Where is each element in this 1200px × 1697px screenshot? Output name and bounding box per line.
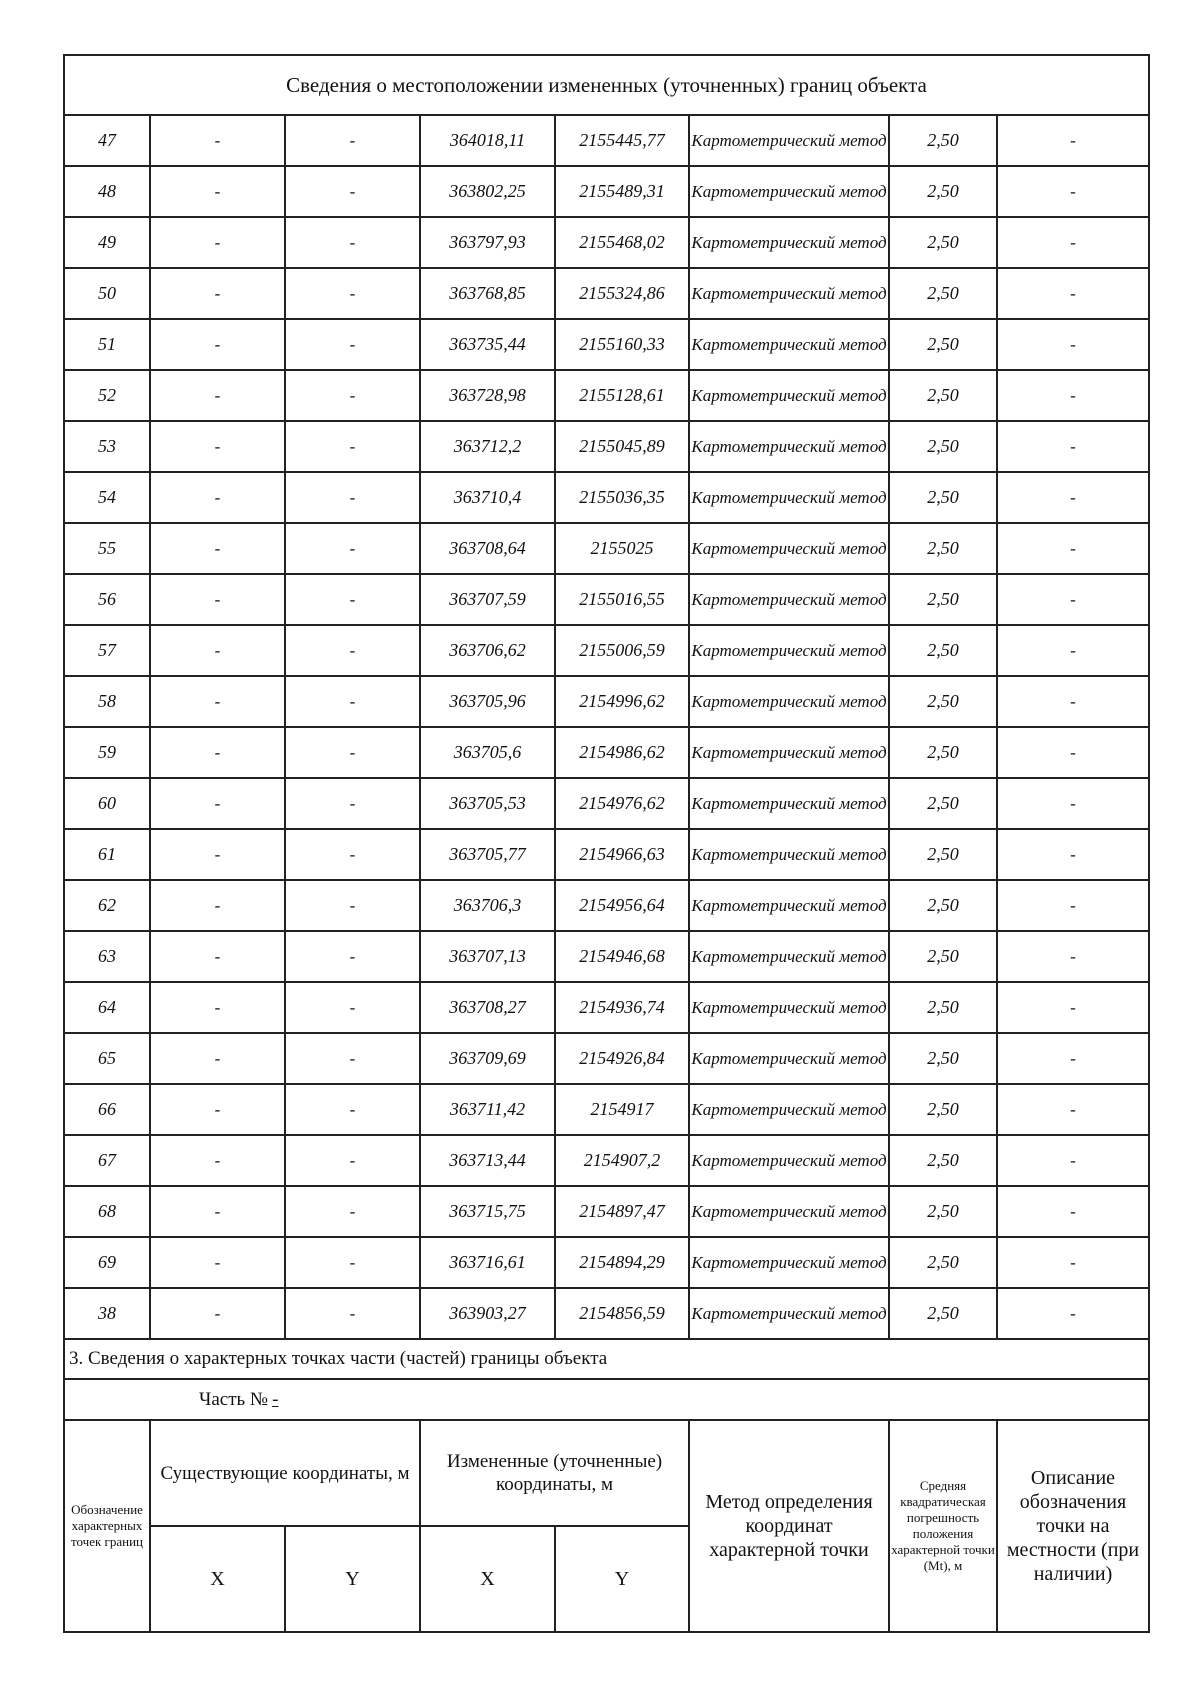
cell-method: Картометрический метод (689, 115, 889, 166)
boundary-points-table (63, 54, 1150, 1633)
cell-description: - (997, 1084, 1149, 1135)
header-existing-y: Y (285, 1526, 420, 1632)
cell-existing-x: - (150, 523, 285, 574)
cell-existing-y: - (285, 217, 420, 268)
cell-changed-y: 2154907,2 (555, 1135, 689, 1186)
cell-changed-y: 2155036,35 (555, 472, 689, 523)
cell-existing-y: - (285, 166, 420, 217)
cell-existing-x: - (150, 574, 285, 625)
cell-changed-x: 363708,64 (420, 523, 555, 574)
cell-description: - (997, 217, 1149, 268)
cell-existing-x: - (150, 370, 285, 421)
cell-point: 38 (64, 1288, 150, 1339)
header-description: Описание обозначения точки на местности (при наличии) (997, 1420, 1149, 1632)
table-row (64, 727, 1149, 778)
cell-changed-y: 2155445,77 (555, 115, 689, 166)
cell-changed-x: 363713,44 (420, 1135, 555, 1186)
cell-existing-y: - (285, 982, 420, 1033)
cell-description: - (997, 115, 1149, 166)
cell-description: - (997, 625, 1149, 676)
cell-changed-y: 2154926,84 (555, 1033, 689, 1084)
cell-point: 55 (64, 523, 150, 574)
cell-point: 48 (64, 166, 150, 217)
table-row (64, 574, 1149, 625)
cell-point: 52 (64, 370, 150, 421)
cell-changed-y: 2155324,86 (555, 268, 689, 319)
table-row (64, 370, 1149, 421)
cell-description: - (997, 676, 1149, 727)
cell-changed-x: 363707,13 (420, 931, 555, 982)
table-row (64, 931, 1149, 982)
cell-point: 68 (64, 1186, 150, 1237)
part-number-row (64, 1379, 1149, 1420)
table-row (64, 472, 1149, 523)
cell-existing-x: - (150, 166, 285, 217)
cell-description: - (997, 268, 1149, 319)
cell-changed-x: 363728,98 (420, 370, 555, 421)
cell-mt: 2,50 (889, 421, 997, 472)
header-existing-coords: Существующие координаты, м (150, 1420, 420, 1526)
cell-method: Картометрический метод (689, 319, 889, 370)
cell-method: Картометрический метод (689, 931, 889, 982)
cell-existing-x: - (150, 982, 285, 1033)
header-method: Метод определения координат характерной точки (689, 1420, 889, 1632)
cell-method: Картометрический метод (689, 574, 889, 625)
cell-existing-y: - (285, 574, 420, 625)
cell-changed-y: 2155128,61 (555, 370, 689, 421)
cell-mt: 2,50 (889, 319, 997, 370)
cell-changed-x: 363711,42 (420, 1084, 555, 1135)
cell-mt: 2,50 (889, 1288, 997, 1339)
header-changed-coords: Измененные (уточненные) координаты, м (420, 1420, 689, 1526)
cell-changed-y: 2155160,33 (555, 319, 689, 370)
cell-description: - (997, 778, 1149, 829)
cell-point: 53 (64, 421, 150, 472)
cell-description: - (997, 1033, 1149, 1084)
cell-description: - (997, 1237, 1149, 1288)
cell-method: Картометрический метод (689, 880, 889, 931)
cell-point: 58 (64, 676, 150, 727)
cell-point: 57 (64, 625, 150, 676)
cell-existing-y: - (285, 1186, 420, 1237)
table-row (64, 829, 1149, 880)
cell-description: - (997, 421, 1149, 472)
cell-existing-x: - (150, 1186, 285, 1237)
cell-description: - (997, 319, 1149, 370)
cell-changed-x: 363715,75 (420, 1186, 555, 1237)
cell-existing-x: - (150, 625, 285, 676)
cell-point: 67 (64, 1135, 150, 1186)
cell-method: Картометрический метод (689, 166, 889, 217)
cell-existing-x: - (150, 727, 285, 778)
table-row (64, 1135, 1149, 1186)
cell-method: Картометрический метод (689, 217, 889, 268)
cell-changed-y: 2154976,62 (555, 778, 689, 829)
cell-description: - (997, 523, 1149, 574)
table-row (64, 268, 1149, 319)
cell-existing-x: - (150, 1237, 285, 1288)
cell-existing-y: - (285, 1288, 420, 1339)
cell-point: 47 (64, 115, 150, 166)
header-changed-y: Y (555, 1526, 689, 1632)
cell-changed-y: 2154897,47 (555, 1186, 689, 1237)
cell-existing-x: - (150, 829, 285, 880)
cell-changed-x: 363797,93 (420, 217, 555, 268)
cell-method: Картометрический метод (689, 778, 889, 829)
cell-description: - (997, 166, 1149, 217)
cell-changed-y: 2155006,59 (555, 625, 689, 676)
cell-changed-y: 2154966,63 (555, 829, 689, 880)
cell-existing-x: - (150, 676, 285, 727)
cell-changed-y: 2154996,62 (555, 676, 689, 727)
cell-point: 54 (64, 472, 150, 523)
cell-changed-x: 363706,3 (420, 880, 555, 931)
cell-mt: 2,50 (889, 166, 997, 217)
cell-description: - (997, 1135, 1149, 1186)
cell-changed-x: 363735,44 (420, 319, 555, 370)
cell-changed-x: 364018,11 (420, 115, 555, 166)
document-sheet (63, 54, 1148, 1633)
cell-point: 56 (64, 574, 150, 625)
cell-mt: 2,50 (889, 676, 997, 727)
cell-description: - (997, 880, 1149, 931)
cell-method: Картометрический метод (689, 1033, 889, 1084)
cell-point: 59 (64, 727, 150, 778)
cell-method: Картометрический метод (689, 1288, 889, 1339)
cell-mt: 2,50 (889, 1033, 997, 1084)
cell-existing-y: - (285, 421, 420, 472)
cell-changed-x: 363709,69 (420, 1033, 555, 1084)
cell-mt: 2,50 (889, 931, 997, 982)
table-row (64, 1237, 1149, 1288)
cell-existing-x: - (150, 1288, 285, 1339)
cell-existing-y: - (285, 1237, 420, 1288)
cell-existing-y: - (285, 676, 420, 727)
cell-mt: 2,50 (889, 625, 997, 676)
cell-method: Картометрический метод (689, 523, 889, 574)
cell-changed-x: 363768,85 (420, 268, 555, 319)
cell-existing-y: - (285, 268, 420, 319)
part-number-value: - (272, 1388, 279, 1410)
table-row (64, 166, 1149, 217)
cell-existing-x: - (150, 778, 285, 829)
cell-changed-x: 363707,59 (420, 574, 555, 625)
cell-method: Картометрический метод (689, 370, 889, 421)
cell-existing-x: - (150, 268, 285, 319)
header-changed-x: X (420, 1526, 555, 1632)
table-row (64, 982, 1149, 1033)
cell-existing-y: - (285, 1084, 420, 1135)
cell-mt: 2,50 (889, 472, 997, 523)
cell-existing-y: - (285, 778, 420, 829)
cell-changed-x: 363802,25 (420, 166, 555, 217)
cell-existing-y: - (285, 880, 420, 931)
cell-changed-y: 2154917 (555, 1084, 689, 1135)
cell-mt: 2,50 (889, 370, 997, 421)
cell-existing-y: - (285, 115, 420, 166)
cell-existing-x: - (150, 1033, 285, 1084)
cell-changed-y: 2154936,74 (555, 982, 689, 1033)
cell-existing-x: - (150, 931, 285, 982)
cell-description: - (997, 982, 1149, 1033)
cell-changed-x: 363705,6 (420, 727, 555, 778)
cell-existing-x: - (150, 421, 285, 472)
cell-point: 65 (64, 1033, 150, 1084)
cell-mt: 2,50 (889, 574, 997, 625)
cell-changed-y: 2155489,31 (555, 166, 689, 217)
table-row (64, 1186, 1149, 1237)
cell-description: - (997, 472, 1149, 523)
cell-method: Картометрический метод (689, 676, 889, 727)
table-row (64, 1288, 1149, 1339)
cell-existing-x: - (150, 319, 285, 370)
header-existing-x: X (150, 1526, 285, 1632)
cell-description: - (997, 1186, 1149, 1237)
cell-changed-x: 363710,4 (420, 472, 555, 523)
cell-method: Картометрический метод (689, 1237, 889, 1288)
cell-method: Картометрический метод (689, 472, 889, 523)
table-row (64, 1033, 1149, 1084)
cell-point: 49 (64, 217, 150, 268)
cell-changed-y: 2154894,29 (555, 1237, 689, 1288)
cell-method: Картометрический метод (689, 1186, 889, 1237)
cell-existing-x: - (150, 217, 285, 268)
cell-existing-y: - (285, 829, 420, 880)
cell-description: - (997, 931, 1149, 982)
table-row (64, 421, 1149, 472)
cell-changed-y: 2155016,55 (555, 574, 689, 625)
cell-point: 50 (64, 268, 150, 319)
cell-changed-y: 2154856,59 (555, 1288, 689, 1339)
cell-changed-y: 2154956,64 (555, 880, 689, 931)
cell-mt: 2,50 (889, 268, 997, 319)
cell-mt: 2,50 (889, 1135, 997, 1186)
section-3-title: 3. Сведения о характерных точках части (частей) границы объекта (64, 1339, 1149, 1379)
cell-existing-x: - (150, 472, 285, 523)
cell-changed-y: 2155025 (555, 523, 689, 574)
cell-point: 51 (64, 319, 150, 370)
cell-description: - (997, 370, 1149, 421)
cell-method: Картометрический метод (689, 625, 889, 676)
cell-existing-y: - (285, 319, 420, 370)
cell-point: 62 (64, 880, 150, 931)
cell-changed-x: 363712,2 (420, 421, 555, 472)
cell-existing-y: - (285, 1033, 420, 1084)
cell-changed-x: 363705,53 (420, 778, 555, 829)
cell-changed-x: 363705,96 (420, 676, 555, 727)
cell-description: - (997, 829, 1149, 880)
cell-existing-x: - (150, 880, 285, 931)
cell-changed-x: 363708,27 (420, 982, 555, 1033)
table-row (64, 319, 1149, 370)
cell-changed-x: 363705,77 (420, 829, 555, 880)
cell-changed-y: 2154986,62 (555, 727, 689, 778)
table-title: Сведения о местоположении измененных (уточненных) границ объекта (64, 55, 1149, 115)
cell-mt: 2,50 (889, 115, 997, 166)
cell-mt: 2,50 (889, 217, 997, 268)
cell-mt: 2,50 (889, 1186, 997, 1237)
cell-point: 63 (64, 931, 150, 982)
cell-point: 60 (64, 778, 150, 829)
cell-existing-x: - (150, 1084, 285, 1135)
cell-mt: 2,50 (889, 1084, 997, 1135)
cell-changed-x: 363903,27 (420, 1288, 555, 1339)
table-row (64, 1084, 1149, 1135)
table-row (64, 625, 1149, 676)
cell-existing-x: - (150, 115, 285, 166)
table-row (64, 778, 1149, 829)
cell-existing-y: - (285, 523, 420, 574)
table-row (64, 217, 1149, 268)
cell-existing-x: - (150, 1135, 285, 1186)
cell-mt: 2,50 (889, 727, 997, 778)
cell-existing-y: - (285, 472, 420, 523)
cell-changed-y: 2155045,89 (555, 421, 689, 472)
cell-mt: 2,50 (889, 829, 997, 880)
table-row (64, 880, 1149, 931)
cell-existing-y: - (285, 1135, 420, 1186)
cell-point: 66 (64, 1084, 150, 1135)
cell-point: 69 (64, 1237, 150, 1288)
header-mt: Средняя квадратическая погрешность положения характерной точки (Mt), м (889, 1420, 997, 1632)
cell-existing-y: - (285, 370, 420, 421)
cell-existing-y: - (285, 625, 420, 676)
cell-existing-y: - (285, 931, 420, 982)
cell-method: Картометрический метод (689, 268, 889, 319)
cell-method: Картометрический метод (689, 829, 889, 880)
cell-changed-y: 2155468,02 (555, 217, 689, 268)
table-row (64, 523, 1149, 574)
cell-changed-x: 363716,61 (420, 1237, 555, 1288)
cell-method: Картометрический метод (689, 421, 889, 472)
cell-mt: 2,50 (889, 778, 997, 829)
cell-description: - (997, 727, 1149, 778)
cell-description: - (997, 1288, 1149, 1339)
cell-mt: 2,50 (889, 880, 997, 931)
cell-changed-x: 363706,62 (420, 625, 555, 676)
cell-mt: 2,50 (889, 982, 997, 1033)
part-number-label: Часть № (199, 1388, 269, 1410)
cell-method: Картометрический метод (689, 727, 889, 778)
cell-point: 61 (64, 829, 150, 880)
cell-description: - (997, 574, 1149, 625)
table-row (64, 115, 1149, 166)
cell-mt: 2,50 (889, 523, 997, 574)
cell-mt: 2,50 (889, 1237, 997, 1288)
cell-method: Картометрический метод (689, 982, 889, 1033)
cell-method: Картометрический метод (689, 1084, 889, 1135)
header-point-designation: Обозначение характерных точек границ (64, 1420, 150, 1632)
table-row (64, 676, 1149, 727)
cell-method: Картометрический метод (689, 1135, 889, 1186)
cell-existing-y: - (285, 727, 420, 778)
cell-point: 64 (64, 982, 150, 1033)
cell-changed-y: 2154946,68 (555, 931, 689, 982)
